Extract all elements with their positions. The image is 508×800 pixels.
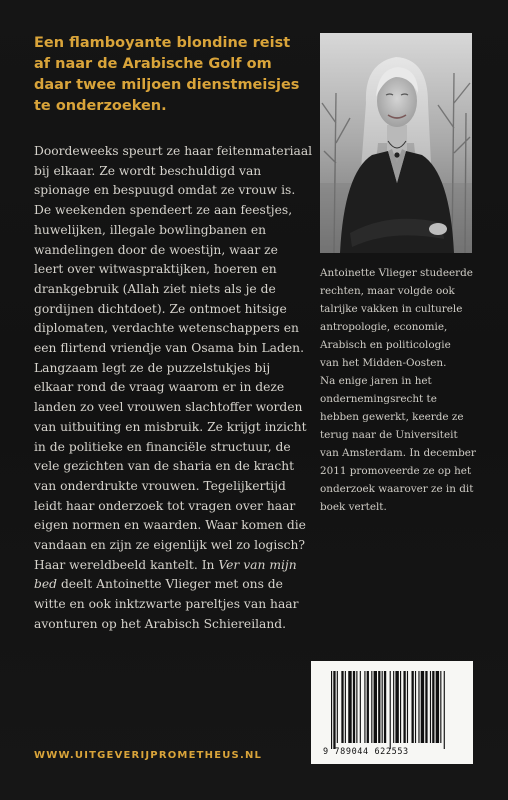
blurb-line: vandaan en zijn ze eigenlijk wel zo logisch? (34, 538, 305, 553)
barcode-bar (395, 671, 398, 743)
blurb-line: eigen normen en waarden. Waar komen die (34, 518, 306, 533)
isbn-barcode (311, 661, 473, 764)
blurb-fragment: Haar wereldbeeld kantelt. In (34, 557, 219, 572)
barcode-bar (430, 671, 431, 743)
publisher-website[interactable]: WWW.UITGEVERIJPROMETHEUS.NL (34, 750, 263, 761)
blurb-line: De weekenden spendeert ze aan feestjes, (34, 203, 293, 218)
barcode-bar (337, 671, 338, 743)
barcode-bar (345, 671, 346, 743)
blurb-line (34, 575, 324, 595)
bio-line: onderzoek waarover ze in dit (320, 483, 474, 495)
barcode-bar (367, 671, 369, 743)
barcode-bar (353, 671, 355, 743)
blurb-line: drankgebruik (Allah ziet niets als je de (34, 281, 276, 296)
blurb-line: van onderdrukte vrouwen. Tegelijkertijd (34, 478, 286, 493)
bio-line: talrijke vakken in culturele (320, 303, 463, 315)
bio-line: ondernemingsrecht te (320, 393, 437, 405)
barcode-bar (378, 671, 380, 743)
blurb-line: diplomaten, verdachte wetenschappers en (34, 321, 299, 336)
bio-line: Antoinette Vlieger studeerde (320, 267, 473, 279)
barcode-bar (436, 671, 439, 743)
author-portrait-image (320, 33, 472, 253)
bio-line: antropologie, economie, (320, 321, 448, 333)
barcode-bar (393, 671, 394, 743)
isbn-digits: 9 789044 622553 (323, 747, 409, 757)
blurb-line (34, 556, 324, 576)
blurb-line: een flirtend vriendje van Osama bin Laden. (34, 341, 304, 356)
bio-line: boek vertelt. (320, 501, 387, 513)
tagline-line: af naar de Arabische Golf om (34, 56, 272, 72)
book-title: Ver van mijn (218, 557, 297, 572)
blurb-line: Langzaam legt ze de puzzelstukjes bij (34, 360, 271, 375)
barcode-bar (341, 671, 343, 743)
barcode-bar (421, 671, 424, 743)
barcode-bar (418, 671, 419, 743)
barcode-bar (348, 671, 351, 743)
blurb-line: elkaar rond de vraag waarom er in deze (34, 380, 285, 395)
barcode-bar (374, 671, 377, 743)
bio-line: 2011 promoveerde ze op het (320, 465, 472, 477)
blurb-line: wandelingen door de woestijn, waar ze (34, 242, 278, 257)
barcode-bar (407, 671, 408, 743)
barcode-bar (425, 671, 427, 743)
barcode-bar (356, 671, 357, 743)
bio-line: van Amsterdam. In december (320, 447, 476, 459)
tagline-line: Een flamboyante blondine reist (34, 35, 291, 51)
barcode-bar (333, 671, 335, 749)
blurb-line: bij elkaar. Ze wordt beschuldigd van (34, 163, 262, 178)
blurb-line: Doordeweeks speurt ze haar feitenmateriaal (34, 144, 313, 158)
author-photo (320, 33, 472, 253)
bio-line: hebben gewerkt, keerde ze (320, 411, 464, 423)
barcode-bar (382, 671, 383, 743)
blurb-line: vele gezichten van de sharia en de kracht (34, 459, 295, 474)
barcode-bar (415, 671, 416, 743)
bio-line: Arabisch en politicologie (320, 339, 451, 351)
blurb-line: leidt haar onderzoek tot vragen over haar (34, 498, 296, 513)
barcode-bar (364, 671, 365, 743)
book-title: bed (34, 577, 58, 592)
barcode-bar (432, 671, 434, 743)
barcode-bar (384, 671, 386, 743)
blurb-fragment: deelt Antoinette Vlieger met ons de (57, 577, 283, 592)
blurb-line: spionage en bespuugd omdat ze vrouw is. (34, 183, 296, 198)
bio-line: terug naar de Universiteit (320, 429, 458, 441)
barcode-bar (371, 671, 372, 743)
bio-line: Na enige jaren in het (320, 375, 432, 387)
barcode-bar (331, 671, 332, 749)
blurb-line: landen zo veel vrouwen slachtoffer worden (34, 400, 303, 415)
barcode-bar (400, 671, 401, 743)
blurb-line: witte en ook inktzwarte pareltjes van haar (34, 597, 299, 612)
author-bio (320, 264, 480, 516)
tagline-line: te onderzoeken. (34, 98, 167, 114)
bio-line: rechten, maar volgde ook (320, 285, 455, 297)
blurb-line: leert over witwaspraktijken, hoeren en (34, 262, 277, 277)
blurb-line: gordijnen dichtdoet). Ze ontmoet hitsige (34, 301, 287, 316)
barcode-bar (390, 671, 391, 749)
blurb-line: avonturen op het Arabisch Schiereiland. (34, 616, 287, 631)
blurb-text (34, 142, 324, 635)
barcode-bar (440, 671, 441, 743)
bio-line: van het Midden-Oosten. (320, 357, 447, 369)
barcode-bar (444, 671, 445, 749)
barcode-bar (360, 671, 361, 743)
tagline (34, 33, 304, 117)
tagline-line: daar twee miljoen dienstmeisjes (34, 77, 300, 93)
blurb-line: van uitbuiting en misbruik. Ze krijgt inzicht (34, 419, 307, 434)
blurb-line: in de politieke en financiële structuur, de (34, 439, 291, 454)
barcode-bar (403, 671, 405, 743)
blurb-line: huwelijken, illegale bowlingbanen en (34, 222, 267, 237)
barcode-bar (412, 671, 414, 743)
